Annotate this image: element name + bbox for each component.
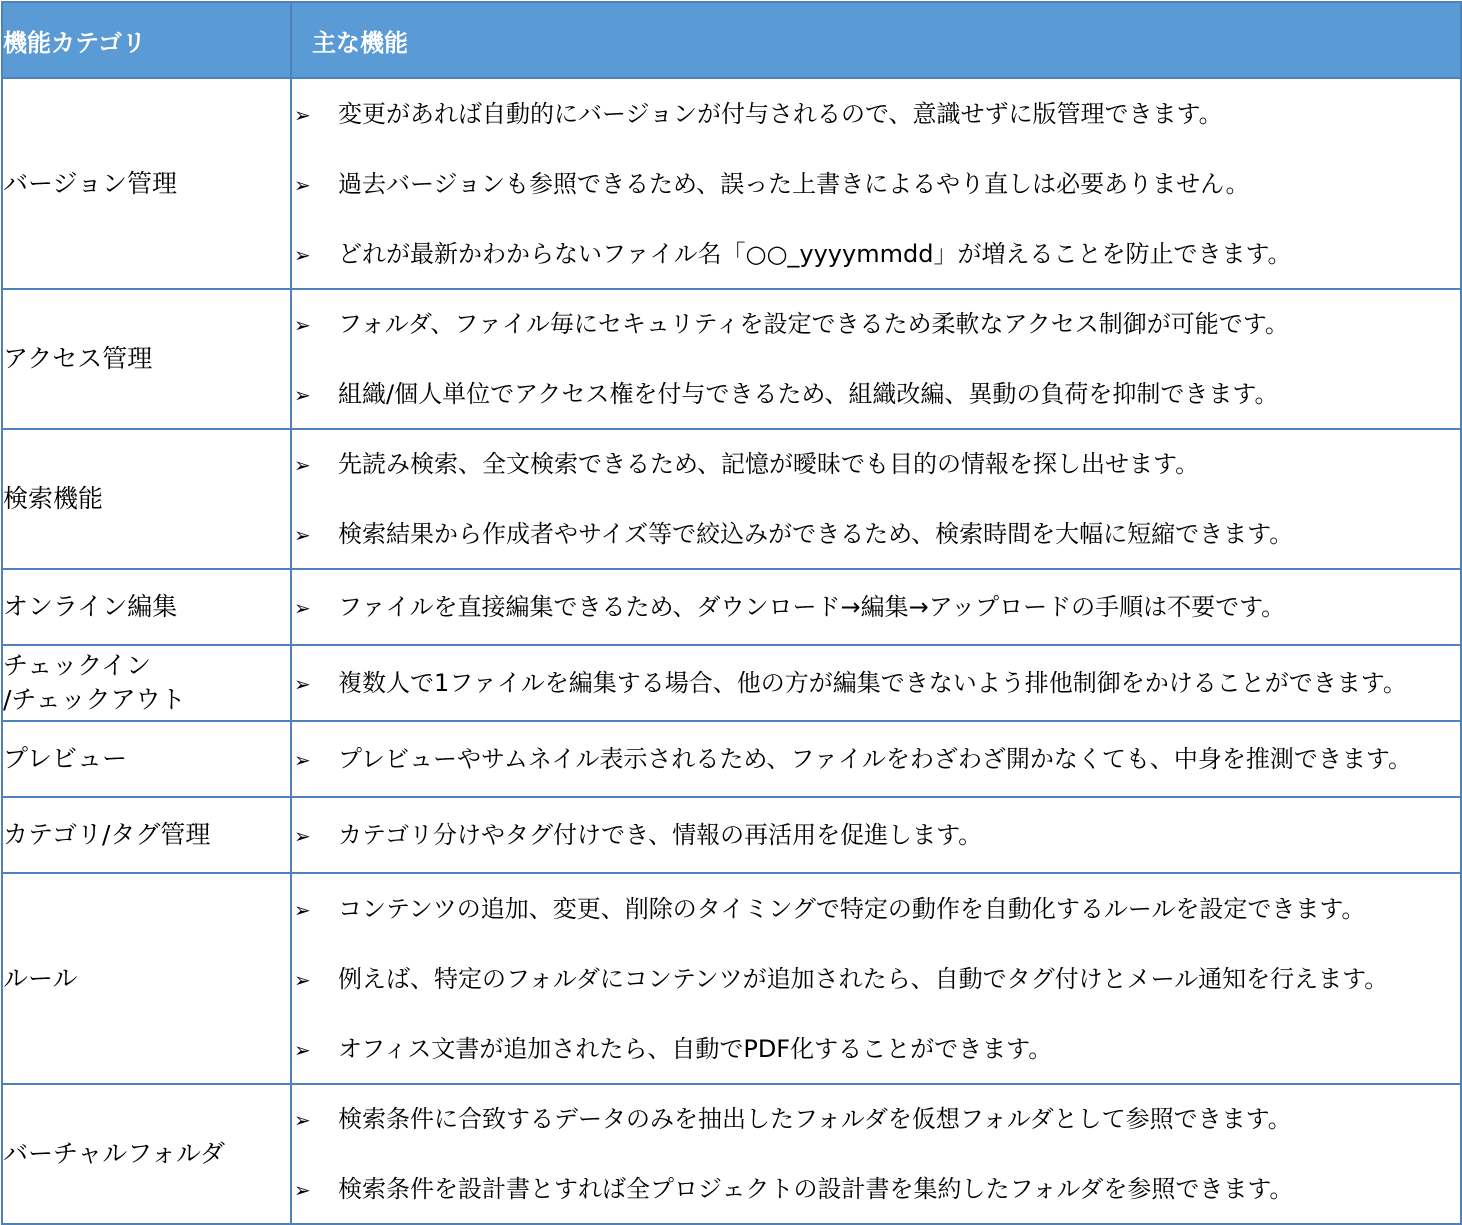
feature-text: 変更があれば自動的にバージョンが付与されるので、意識せずに版管理できます。: [338, 99, 1223, 128]
list-item: [292, 1031, 1460, 1067]
category-cell: アクセス管理: [2, 289, 291, 429]
feature-text: コンテンツの追加、変更、削除のタイミングで特定の動作を自動化するルールを設定できます。: [338, 894, 1366, 923]
table-row: [2, 78, 1461, 289]
feature-text: 複数人で1ファイルを編集する場合、他の方が編集できないよう排他制御をかけることができます。: [338, 669, 1407, 697]
table-row: [2, 569, 1461, 645]
arrow-bullet-icon: ➢: [294, 242, 311, 267]
category-cell: カテゴリ/タグ管理: [2, 797, 291, 873]
feature-text: オフィス文書が追加されたら、自動でPDF化することができます。: [338, 1034, 1053, 1063]
table-row: [2, 289, 1461, 429]
header-row: [2, 2, 1461, 78]
feature-text: 例えば、特定のフォルダにコンテンツが追加されたら、自動でタグ付けとメール通知を行えます。: [338, 964, 1389, 993]
arrow-bullet-icon: ➢: [294, 967, 311, 992]
list-item: [292, 891, 1460, 927]
arrow-bullet-icon: ➢: [294, 1108, 311, 1132]
features-cell: [291, 289, 1461, 429]
list-item: [292, 516, 1460, 552]
arrow-bullet-icon: ➢: [294, 748, 311, 772]
feature-text: カテゴリ分けやタグ付けでき、情報の再活用を促進します。: [338, 821, 983, 849]
list-item: [292, 96, 1460, 132]
arrow-bullet-icon: ➢: [294, 824, 311, 848]
arrow-bullet-icon: ➢: [294, 383, 311, 407]
list-item: [292, 665, 1460, 701]
feature-text: 先読み検索、全文検索できるため、記憶が曖昧でも目的の情報を探し出せます。: [338, 450, 1200, 478]
list-item: [292, 741, 1460, 777]
feature-text: 検索条件を設計書とすれば全プロジェクトの設計書を集約したフォルダを参照できます。: [338, 1175, 1294, 1203]
features-cell: [291, 429, 1461, 569]
category-cell: バージョン管理: [2, 78, 291, 289]
table-row: [2, 721, 1461, 797]
features-cell: [291, 1084, 1461, 1224]
category-line: チェックイン: [3, 651, 152, 680]
list-item: [292, 306, 1460, 342]
features-cell: [291, 78, 1461, 289]
feature-text: プレビューやサムネイル表示されるため、ファイルをわざわざ開かなくても、中身を推測できます。: [338, 745, 1412, 773]
list-item: [292, 961, 1460, 997]
feature-text: 組織/個人単位でアクセス権を付与できるため、組織改編、異動の負荷を抑制できます。: [338, 380, 1279, 408]
category-cell: 検索機能: [2, 429, 291, 569]
table-row: [2, 873, 1461, 1084]
arrow-bullet-icon: ➢: [294, 897, 311, 922]
list-item: [292, 817, 1460, 853]
list-item: [292, 589, 1460, 625]
list-item: [292, 376, 1460, 412]
list-item: [292, 446, 1460, 482]
feature-text: 検索結果から作成者やサイズ等で絞込みができるため、検索時間を大幅に短縮できます。: [338, 520, 1294, 548]
feature-text: 過去バージョンも参照できるため、誤った上書きによるやり直しは必要ありません。: [338, 169, 1250, 198]
list-item: [292, 1171, 1460, 1207]
category-cell: ルール: [2, 873, 291, 1084]
arrow-bullet-icon: ➢: [294, 672, 311, 696]
feature-text: ファイルを直接編集できるため、ダウンロード→編集→アップロードの手順は不要です。: [338, 593, 1286, 621]
features-cell: [291, 569, 1461, 645]
category-cell: [2, 645, 291, 721]
category-cell: オンライン編集: [2, 569, 291, 645]
feature-text: フォルダ、ファイル毎にセキュリティを設定できるため柔軟なアクセス制御が可能です。: [338, 310, 1289, 338]
feature-table: [1, 1, 1462, 1225]
header-category: 機能カテゴリ: [2, 2, 291, 78]
list-item: [292, 236, 1460, 272]
table-row: [2, 645, 1461, 721]
category-line: /チェックアウト: [3, 685, 186, 714]
list-item: [292, 166, 1460, 202]
arrow-bullet-icon: ➢: [294, 313, 311, 337]
category-cell: プレビュー: [2, 721, 291, 797]
features-cell: [291, 873, 1461, 1084]
arrow-bullet-icon: ➢: [294, 1037, 311, 1062]
features-cell: [291, 721, 1461, 797]
arrow-bullet-icon: ➢: [294, 1178, 311, 1202]
features-cell: [291, 645, 1461, 721]
feature-text: どれが最新かわからないファイル名「○○_yyyymmdd」が増えることを防止できます。: [338, 239, 1292, 268]
arrow-bullet-icon: ➢: [294, 596, 311, 620]
header-features: 主な機能: [291, 2, 1461, 78]
features-cell: [291, 797, 1461, 873]
category-cell: バーチャルフォルダ: [2, 1084, 291, 1224]
arrow-bullet-icon: ➢: [294, 523, 311, 547]
table-row: [2, 1084, 1461, 1224]
arrow-bullet-icon: ➢: [294, 102, 311, 127]
arrow-bullet-icon: ➢: [294, 453, 311, 477]
table-row: [2, 429, 1461, 569]
table-row: [2, 797, 1461, 873]
arrow-bullet-icon: ➢: [294, 172, 311, 197]
feature-text: 検索条件に合致するデータのみを抽出したフォルダを仮想フォルダとして参照できます。: [338, 1105, 1292, 1133]
list-item: [292, 1101, 1460, 1137]
